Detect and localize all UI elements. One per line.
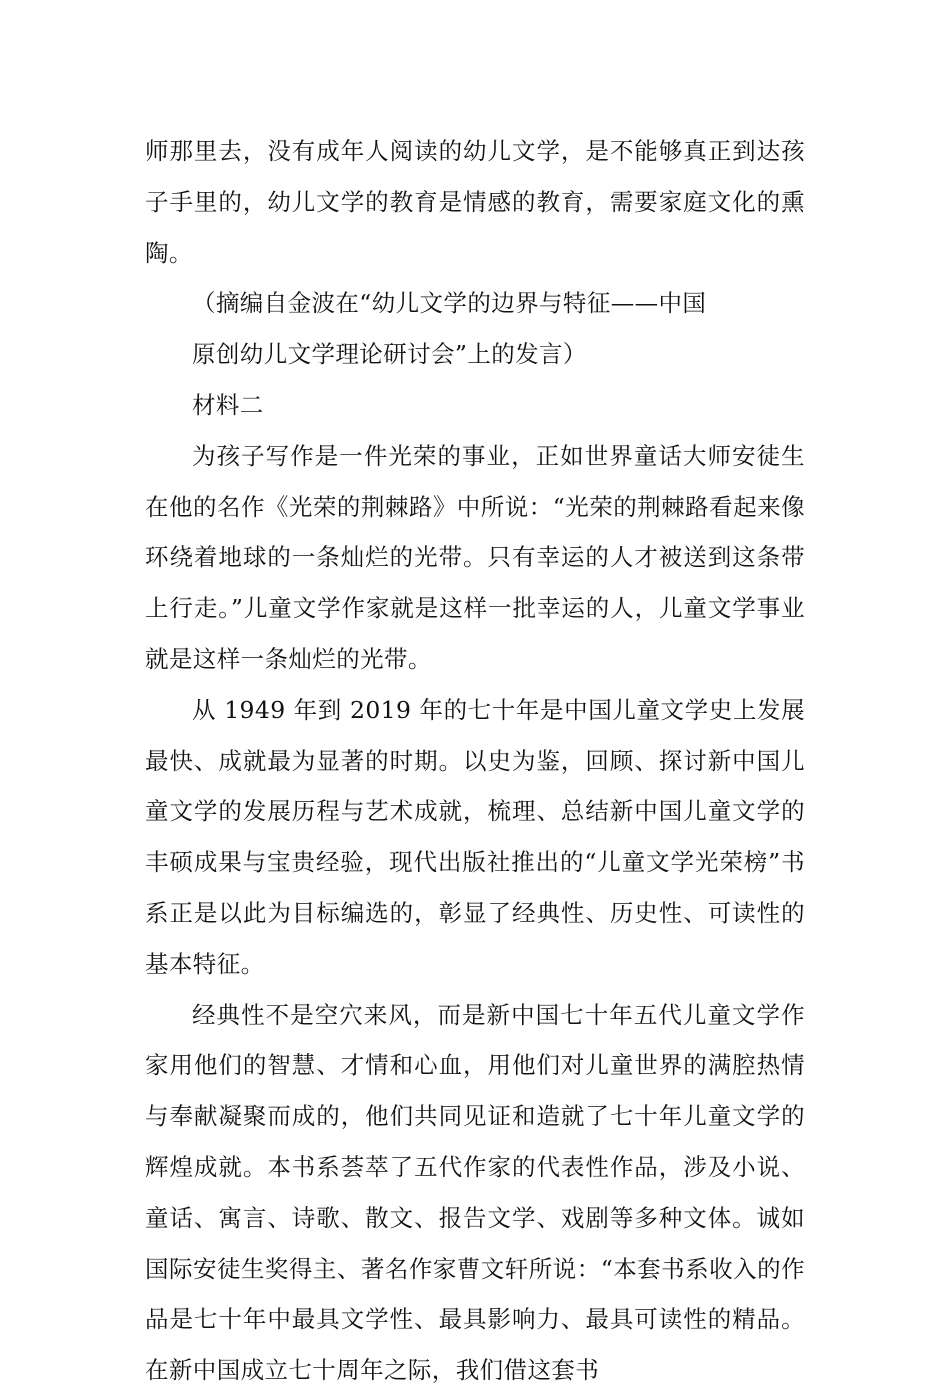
source-citation-line-1: （摘编自金波在“幼儿文学的边界与特征——中国 [192, 289, 707, 318]
source-citation-line-2: 原创幼儿文学理论研讨会”上的发言） [192, 340, 587, 369]
paragraph: 从 1949 年到 2019 年的七十年是中国儿童文学史上发展最快、成就最为显著的时期。以史为鉴，回顾、探讨新中国儿童文学的发展历程与艺术成就，梳理、总结新中国儿童文学的丰硕成果与宝贵经验，现代出版社推出的“儿童文学光荣榜”书系正是以此为目标编选的，彰显了经典性、历史性、可读性的基本特征。 [145, 695, 805, 978]
paragraph: 为孩子写作是一件光荣的事业，正如世界童话大师安徒生在他的名作《光荣的荆棘路》中所说：“光荣的荆棘路看起来像环绕着地球的一条灿烂的光带。只有幸运的人才被送到这条带上行走。”儿童文学作家就是这样一批幸运的人，儿童文学事业就是这样一条灿烂的光带。 [145, 441, 805, 673]
paragraph-continuation: 师那里去，没有成年人阅读的幼儿文学，是不能够真正到达孩子手里的，幼儿文学的教育是情感的教育，需要家庭文化的熏陶。 [145, 137, 805, 267]
section-heading-material-2: 材料二 [192, 390, 264, 419]
article-body [145, 126, 805, 1396]
paragraph: 经典性不是空穴来风，而是新中国七十年五代儿童文学作家用他们的智慧、才情和心血，用他们对儿童世界的满腔热情与奉献凝聚而成的，他们共同见证和造就了七十年儿童文学的辉煌成就。本书系荟萃了五代作家的代表性作品，涉及小说、童话、寓言、诗歌、散文、报告文学、戏剧等多种文体。诚如国际安徒生奖得主、著名作家曹文轩所说：“本套书系收入的作品是七十年中最具文学性、最具影响力、最具可读性的精品。在新中国成立七十周年之际，我们借这套书 [145, 1000, 805, 1385]
